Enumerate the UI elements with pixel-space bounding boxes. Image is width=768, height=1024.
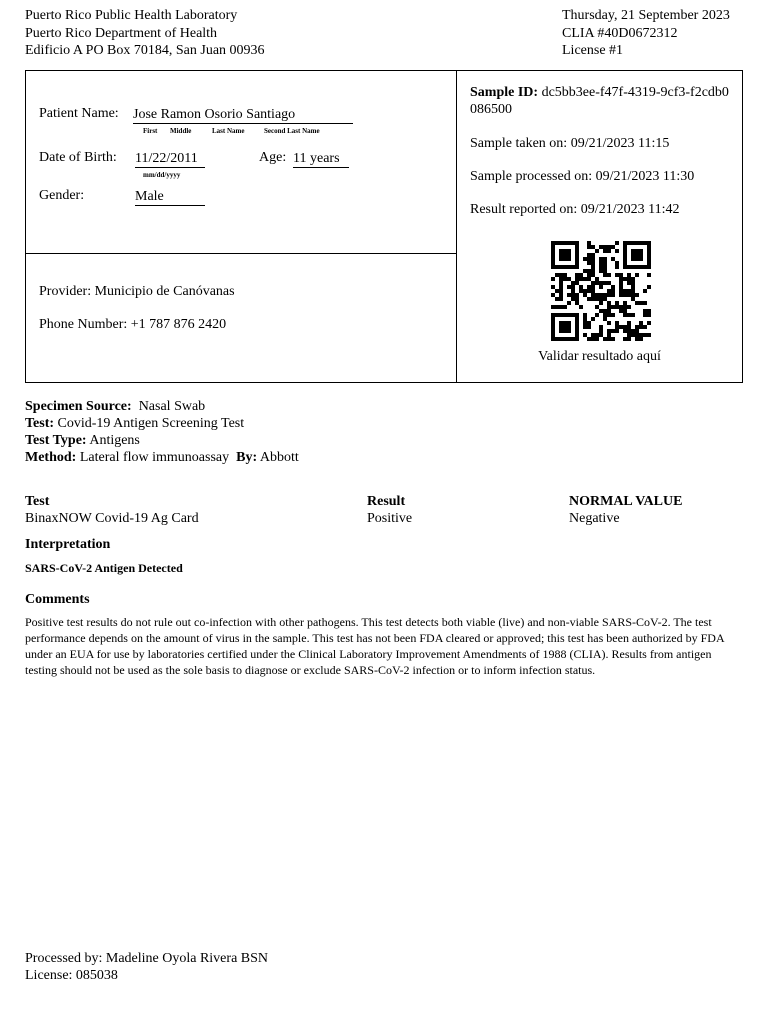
sample-id xyxy=(470,84,732,118)
processor-license: License: 085038 xyxy=(25,968,118,983)
specimen-section xyxy=(25,398,299,466)
test-type-label: Test Type: xyxy=(25,433,87,448)
dob-value: 11/22/2011 xyxy=(135,150,205,168)
provider-phone: Phone Number: +1 787 876 2420 xyxy=(39,317,227,332)
name-part-second-last: Second Last Name xyxy=(264,127,320,135)
sample-id-label: Sample ID: xyxy=(470,85,539,100)
license-number: License #1 xyxy=(562,43,624,58)
report-meta xyxy=(562,7,730,60)
gender-label: Gender: xyxy=(39,188,85,203)
provider-info-box xyxy=(25,253,457,383)
method-line xyxy=(25,449,299,466)
test-type-line xyxy=(25,432,299,449)
qr-code-icon[interactable] xyxy=(551,241,651,341)
test-type-value: Antigens xyxy=(89,433,140,448)
dob-label: Date of Birth: xyxy=(39,150,117,165)
by-value: Abbott xyxy=(259,450,299,465)
results-header-normal: NORMAL VALUE xyxy=(569,494,683,509)
method-value: Lateral flow immunoassay xyxy=(79,450,230,465)
patient-name-label: Patient Name: xyxy=(39,106,119,121)
footer xyxy=(25,950,268,984)
name-part-first: First xyxy=(143,127,158,135)
provider-name: Provider: Municipio de Canóvanas xyxy=(39,284,235,299)
sample-id-value: dc5bb3ee-f47f-4319-9cf3-f2cdb0086500 xyxy=(470,85,729,117)
lab-address: Edificio A PO Box 70184, San Juan 00936 xyxy=(25,43,265,58)
department-name: Puerto Rico Department of Health xyxy=(25,25,218,41)
interpretation-value: SARS-CoV-2 Antigen Detected xyxy=(25,561,183,575)
sample-taken: Sample taken on: 09/21/2023 11:15 xyxy=(470,136,670,151)
specimen-source-line xyxy=(25,398,299,415)
patient-name-value: Jose Ramon Osorio Santiago xyxy=(133,106,353,124)
test-label: Test: xyxy=(25,416,55,431)
test-line xyxy=(25,415,299,432)
results-header-result: Result xyxy=(367,494,406,509)
name-part-last: Last Name xyxy=(212,127,245,135)
lab-name: Puerto Rico Public Health Laboratory xyxy=(25,8,238,23)
specimen-source-label: Specimen Source: xyxy=(25,399,132,414)
clia-number: CLIA #40D0672312 xyxy=(562,25,678,41)
age-value: 11 years xyxy=(293,150,349,168)
age-label: Age: xyxy=(259,150,287,165)
name-part-middle: Middle xyxy=(170,127,192,135)
interpretation-title: Interpretation xyxy=(25,537,111,552)
results-test-name: BinaxNOW Covid-19 Ag Card xyxy=(25,511,199,526)
comments-title: Comments xyxy=(25,592,90,607)
patient-info-box xyxy=(25,70,457,254)
method-label: Method: xyxy=(25,450,77,465)
sample-processed: Sample processed on: 09/21/2023 11:30 xyxy=(470,169,695,184)
results-normal-value: Negative xyxy=(569,511,620,526)
sample-info-box xyxy=(456,70,743,383)
results-header-test: Test xyxy=(25,494,50,509)
gender-value: Male xyxy=(135,188,205,206)
by-label: By: xyxy=(236,450,258,465)
test-value: Covid-19 Antigen Screening Test xyxy=(57,416,245,431)
qr-caption: Validar resultado aquí xyxy=(538,349,661,364)
report-date: Thursday, 21 September 2023 xyxy=(562,8,730,23)
dob-format: mm/dd/yyyy xyxy=(143,171,181,179)
results-result-value: Positive xyxy=(367,511,413,526)
result-reported: Result reported on: 09/21/2023 11:42 xyxy=(470,202,680,217)
lab-header xyxy=(25,7,265,60)
processed-by: Processed by: Madeline Oyola Rivera BSN xyxy=(25,951,269,966)
specimen-source-value: Nasal Swab xyxy=(138,399,206,414)
comments-text: Positive test results do not rule out co-infection with other pathogens. This test detects both viable (live) and non-viable SARS-CoV-2. The test performance depends on the amount of virus in the sample. This test has not been FDA cleared or approved; this test has been authorized by FDA under an EUA for use by laboratories certified under the Clinical Laboratory Improvement Amendments of 1988 (CLIA). Results from antigen testing should not be used as the sole basis to diagnose or exclude SARS-CoV-2 infection or to inform infection status. xyxy=(25,615,724,677)
